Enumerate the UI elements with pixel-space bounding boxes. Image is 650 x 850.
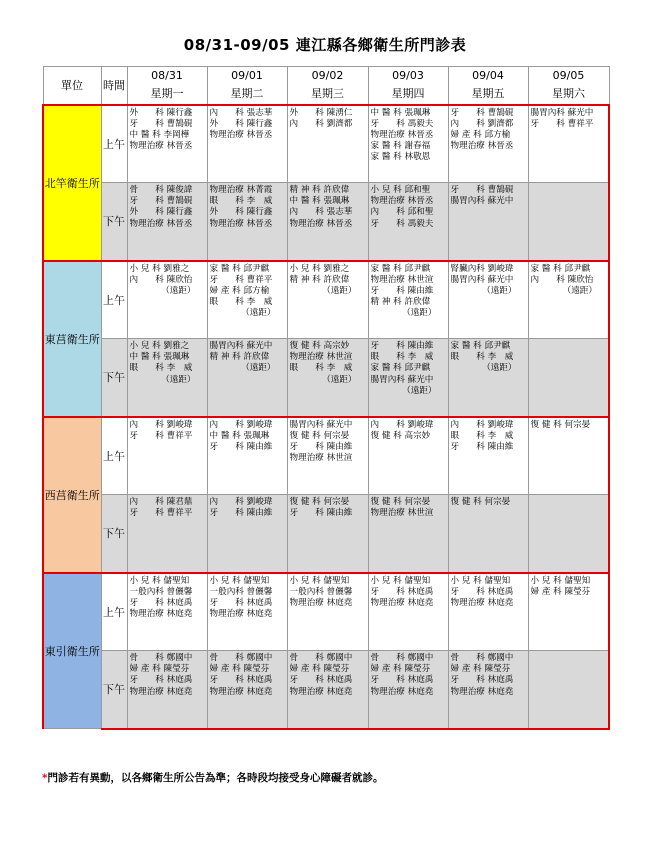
doctor-entry: 內 科 劉峻瑋 [209,419,273,430]
schedule-cell [127,339,207,417]
schedule-cell [448,183,528,261]
schedule-cell [448,261,528,339]
period-label: 下午 [101,183,127,261]
doctor-entry: 內 科 劉峻瑋 [450,419,514,430]
footnote-star: * [42,772,48,784]
schedule-row-am [43,573,609,651]
doctor-entry: 復 健 科 高宗妙 [370,430,431,441]
doctor-entry: 眼 科 李 威 [129,363,193,374]
schedule-row-pm [43,183,609,261]
doctor-entry: 內 科 張志華 [289,207,353,218]
schedule-cell [368,495,448,573]
doctor-entry: 物理治療 林庭堯 [209,609,273,620]
remote-note: （遠距） [322,374,357,385]
doctor-entry: 小 兒 科 儲聖知 [209,575,270,586]
doctor-entry: 牙 科 林庭禹 [129,675,193,686]
period-label: 下午 [101,495,127,573]
doctor-entry: 腸胃內科 蘇光中 [209,341,273,351]
doctor-entry: 家 醫 科 林敬恩 [370,152,431,163]
schedule-cell [528,495,609,573]
period-label: 下午 [101,651,127,729]
doctor-entry: 物理治療 林菁霞 [209,185,273,195]
header-period: 時間 [101,67,127,105]
doctor-entry: 牙 科 曹祥平 [129,430,193,441]
doctor-entry: 物理治療 林晉丞 [450,141,514,152]
schedule-cell [207,651,287,729]
schedule-cell [528,417,609,495]
doctor-entry: 內 科 陳君鼎 [129,497,193,507]
schedule-cell [368,183,448,261]
doctor-entry: 復 健 科 高宗妙 [289,341,350,351]
doctor-entry: 家 醫 科 邱尹麒 [370,363,431,374]
doctor-entry: 精 神 科 許欣偉 [289,185,350,195]
doctor-entry: 復 健 科 何宗晏 [289,430,350,441]
doctor-entry: 物理治療 林庭堯 [289,597,353,608]
doctor-entry: 牙 科 林庭禹 [289,675,353,686]
doctor-entry: 骨 科 陳俊諱 [129,185,193,195]
doctor-entry: 內 科 邱和聖 [370,207,434,218]
doctor-entry: 精 神 科 許欣偉 [209,352,270,363]
footnote-text: 門診若有異動，以各鄉衛生所公告為準；各時段均接受身心障礙者就診。 [47,772,384,784]
doctor-entry: 小 兒 科 邱和聖 [370,185,431,195]
schedule-cell [207,495,287,573]
header-weekday: 星期三 [311,87,344,101]
doctor-entry: 物理治療 林世渲 [289,453,353,464]
header-day [368,67,448,105]
doctor-entry: 內 科 劉濟都 [289,118,353,129]
doctor-entry: 婦 產 科 陳瑩芬 [450,664,511,675]
doctor-entry: 中 醫 科 張珮琳 [370,107,431,118]
doctor-entry: 腸胃內科 蘇光中 [370,374,434,385]
doctor-entry: 家 醫 科 邱尹麒 [450,341,511,351]
header-date: 09/05 [552,69,585,83]
doctor-entry: 內 科 張志華 [209,107,273,118]
header-day [287,67,368,105]
doctor-entry: 外 科 陳行鑫 [209,118,273,129]
remote-note: （遠距） [161,285,196,296]
schedule-cell [448,339,528,417]
schedule-cell [127,105,207,183]
schedule-cell [448,651,528,729]
doctor-entry: 內 科 劉峻瑋 [129,419,193,430]
doctor-entry: 牙 科 曹祥平 [530,118,594,129]
doctor-entry: 牙 科 陳由維 [289,508,353,519]
schedule-cell [448,417,528,495]
doctor-entry: 小 兒 科 儲聖知 [289,575,350,586]
remote-note: （遠距） [161,374,196,385]
doctor-entry: 物理治療 林晉丞 [129,141,193,152]
header-weekday: 星期五 [471,87,505,101]
doctor-entry: 眼 科 李 威 [289,363,353,374]
doctor-entry: 物理治療 林晉丞 [370,196,434,207]
remote-note: （遠距） [402,385,437,396]
schedule-cell [528,183,609,261]
doctor-entry: 外 科 陳行鑫 [209,207,273,218]
header-weekday: 星期一 [150,87,184,101]
period-label: 下午 [101,339,127,417]
doctor-entry: 牙 科 陳由維 [209,508,273,519]
header-date: 08/31 [151,69,183,83]
unit-name: 東引衛生所 [43,573,101,729]
doctor-entry: 物理治療 林庭堯 [129,686,193,697]
doctor-entry: 眼 科 李 威 [370,352,434,363]
schedule-cell [207,339,287,417]
doctor-entry: 復 健 科 何宗晏 [370,497,431,507]
doctor-entry: 骨 科 鄭國中 [209,653,273,663]
doctor-entry: 物理治療 林庭堯 [370,597,434,608]
doctor-entry: 物理治療 林世渲 [370,508,434,519]
doctor-entry: 復 健 科 何宗晏 [450,497,511,507]
doctor-entry: 精 神 科 許欣偉 [289,274,350,285]
doctor-entry: 眼 科 李 威 [209,297,273,308]
schedule-cell [287,651,368,729]
doctor-entry: 中 醫 科 張珮琳 [289,196,350,207]
doctor-entry: 腸胃內科 蘇光中 [450,196,514,207]
doctor-entry: 家 醫 科 邱尹麒 [370,263,431,274]
doctor-entry: 外 科 陳行鑫 [129,207,193,218]
schedule-cell [368,261,448,339]
doctor-entry: 家 醫 科 邱尹麒 [209,263,270,274]
period-label: 上午 [101,105,127,183]
doctor-entry: 物理治療 林庭堯 [370,686,434,697]
doctor-entry: 中 醫 科 張珮琳 [209,430,270,441]
schedule-cell [127,261,207,339]
doctor-entry: 骨 科 鄭國中 [370,653,434,663]
doctor-entry: 婦 產 科 陳瑩芬 [289,664,350,675]
doctor-entry: 婦 產 科 邱方榆 [450,129,511,140]
doctor-entry: 牙 科 曹祥平 [129,508,193,519]
doctor-entry: 小 兒 科 儲聖知 [530,575,591,586]
doctor-entry: 牙 科 林庭禹 [450,675,514,686]
doctor-entry: 物理治療 林晉丞 [209,129,273,140]
schedule-cell [368,651,448,729]
doctor-entry: 牙 科 陳由維 [450,441,514,452]
remote-note: （遠距） [482,363,517,374]
remote-note: （遠距） [241,308,276,319]
remote-note: （遠距） [482,285,517,296]
doctor-entry: 牙 科 曹鵠硯 [129,118,193,129]
schedule-cell [448,573,528,651]
remote-note: （遠距） [322,285,357,296]
doctor-entry: 中 醫 科 李岡樺 [129,129,190,140]
doctor-entry: 牙 科 馮毅夫 [370,218,434,229]
period-label: 上午 [101,261,127,339]
doctor-entry: 腎臟內科 劉峻瑋 [450,263,514,274]
doctor-entry: 牙 科 陳由維 [370,341,434,351]
doctor-entry: 物理治療 林世渲 [289,352,353,363]
header-day [448,67,528,105]
doctor-entry: 腸胃內科 蘇光中 [450,274,514,285]
schedule-cell [528,339,609,417]
doctor-entry: 物理治療 林世渲 [370,274,434,285]
schedule-cell [448,105,528,183]
doctor-entry: 腸胃內科 蘇光中 [289,419,353,430]
doctor-entry: 牙 科 林庭禹 [209,597,273,608]
doctor-entry: 眼 科 李 威 [450,352,514,363]
doctor-entry: 一般內科 曾儷馨 [289,586,353,597]
remote-note: （遠距） [562,285,597,296]
doctor-entry: 牙 科 陳由維 [209,441,273,452]
header-row [43,67,609,105]
schedule-cell [127,651,207,729]
schedule-cell [528,573,609,651]
doctor-entry: 中 醫 科 張珮琳 [129,352,190,363]
doctor-entry: 牙 科 曹鵠硯 [450,185,514,195]
header-date: 09/02 [311,69,344,83]
header-date: 09/03 [392,69,424,83]
header-weekday: 星期六 [552,87,585,101]
doctor-entry: 小 兒 科 劉雅之 [129,263,190,274]
schedule-cell [528,651,609,729]
schedule-cell [287,183,368,261]
schedule-cell [368,105,448,183]
doctor-entry: 牙 科 曹鵠硯 [450,107,514,118]
schedule-row-pm [43,339,609,417]
doctor-entry: 復 健 科 何宗晏 [289,497,350,507]
doctor-entry: 婦 產 科 邱方榆 [209,285,270,296]
doctor-entry: 小 兒 科 儲聖知 [370,575,431,586]
clinic-schedule-table [42,66,610,730]
schedule-cell [368,573,448,651]
schedule-cell [528,261,609,339]
doctor-entry: 牙 科 曹祥平 [209,274,273,285]
unit-name: 西莒衛生所 [43,417,101,573]
header-day [528,67,609,105]
schedule-cell [287,495,368,573]
doctor-entry: 骨 科 鄭國中 [450,653,514,663]
doctor-entry: 婦 產 科 陳瑩芬 [370,664,431,675]
remote-note: （遠距） [402,308,437,319]
schedule-row-pm [43,495,609,573]
doctor-entry: 小 兒 科 儲聖知 [450,575,511,586]
doctor-entry: 一般內科 曾儷馨 [129,586,193,597]
doctor-entry: 牙 科 林庭禹 [370,586,434,597]
doctor-entry: 婦 產 科 陳瑩芬 [530,586,591,597]
schedule-cell [207,417,287,495]
doctor-entry: 小 兒 科 劉雅之 [289,263,350,274]
doctor-entry: 外 科 陳湧仁 [289,107,353,118]
schedule-cell [207,261,287,339]
doctor-entry: 物理治療 林晉丞 [129,218,193,229]
doctor-entry: 一般內科 曾儷馨 [209,586,273,597]
unit-name: 北竿衛生所 [43,105,101,261]
doctor-entry: 精 神 科 許欣偉 [370,297,431,308]
doctor-entry: 物理治療 林庭堯 [450,686,514,697]
header-date: 09/01 [231,69,263,83]
footnote [42,770,384,785]
doctor-entry: 復 健 科 何宗晏 [530,419,591,430]
header-unit: 單位 [43,67,101,105]
schedule-cell [127,495,207,573]
schedule-cell [287,417,368,495]
schedule-cell [287,573,368,651]
schedule-cell [368,339,448,417]
schedule-row-pm [43,651,609,729]
doctor-entry: 牙 科 林庭禹 [129,597,193,608]
doctor-entry: 內 科 陳欣怡 [129,274,193,285]
schedule-cell [207,573,287,651]
doctor-entry: 小 兒 科 儲聖知 [129,575,190,586]
doctor-entry: 物理治療 林庭堯 [209,686,273,697]
period-label: 上午 [101,417,127,495]
doctor-entry: 內 科 劉峻瑋 [370,419,434,430]
doctor-entry: 外 科 陳行鑫 [129,107,193,118]
doctor-entry: 物理治療 林晉丞 [370,129,434,140]
unit-name: 東莒衛生所 [43,261,101,417]
doctor-entry: 物理治療 林庭堯 [450,597,514,608]
schedule-cell [448,495,528,573]
header-day [127,67,207,105]
schedule-cell [287,339,368,417]
doctor-entry: 腸胃內科 蘇光中 [530,107,594,118]
schedule-row-am [43,417,609,495]
doctor-entry: 物理治療 林晉丞 [209,218,273,229]
header-weekday: 星期四 [391,87,425,101]
period-label: 上午 [101,573,127,651]
doctor-entry: 物理治療 林晉丞 [289,218,353,229]
doctor-entry: 牙 科 陳由維 [370,285,434,296]
schedule-cell [127,417,207,495]
doctor-entry: 婦 產 科 陳瑩芬 [209,664,270,675]
doctor-entry: 婦 產 科 陳瑩芬 [129,664,190,675]
schedule-body [43,105,609,729]
header-day [207,67,287,105]
doctor-entry: 牙 科 曹鵠硯 [129,196,193,207]
doctor-entry: 內 科 劉峻瑋 [209,497,273,507]
doctor-entry: 骨 科 鄭國中 [129,653,193,663]
doctor-entry: 家 醫 科 邱尹麒 [530,263,591,274]
schedule-cell [207,183,287,261]
doctor-entry: 物理治療 林庭堯 [129,609,193,620]
doctor-entry: 骨 科 鄭國中 [289,653,353,663]
doctor-entry: 眼 科 李 威 [450,430,514,441]
doctor-entry: 內 科 劉濟都 [450,118,514,129]
doctor-entry: 內 科 陳欣怡 [530,274,594,285]
doctor-entry: 小 兒 科 劉雅之 [129,341,190,351]
schedule-row-am [43,261,609,339]
schedule-cell [528,105,609,183]
schedule-cell [368,417,448,495]
schedule-cell [287,105,368,183]
page-title: 08/31-09/05 連江縣各鄉衛生所門診表 [183,36,467,54]
schedule-cell [207,105,287,183]
remote-note: （遠距） [241,363,276,374]
doctor-entry: 家 醫 科 謝春福 [370,141,431,152]
doctor-entry: 牙 科 林庭禹 [370,675,434,686]
schedule-cell [127,573,207,651]
doctor-entry: 牙 科 陳由維 [289,441,353,452]
header-date: 09/04 [472,69,504,83]
doctor-entry: 牙 科 林庭禹 [209,675,273,686]
header-weekday: 星期二 [230,87,264,101]
schedule-cell [127,183,207,261]
doctor-entry: 牙 科 馮毅夫 [370,118,434,129]
schedule-cell [287,261,368,339]
doctor-entry: 眼 科 李 威 [209,196,273,207]
doctor-entry: 牙 科 林庭禹 [450,586,514,597]
schedule-row-am [43,105,609,183]
doctor-entry: 物理治療 林庭堯 [289,686,353,697]
